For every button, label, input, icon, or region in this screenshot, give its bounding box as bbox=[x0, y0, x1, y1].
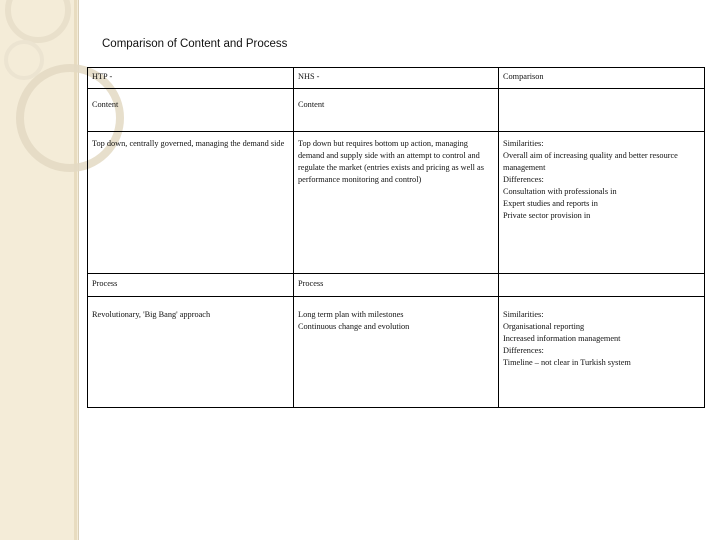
content-comparison-line: Overall aim of increasing quality and better resource management bbox=[503, 151, 678, 172]
process-nhs-line: Long term plan with milestones bbox=[298, 310, 404, 319]
process-comparison-line: Similarities: bbox=[503, 310, 544, 319]
process-comparison-line: Timeline – not clear in Turkish system bbox=[503, 358, 631, 367]
content-label-row bbox=[88, 89, 705, 132]
slide-title: Comparison of Content and Process bbox=[102, 38, 288, 50]
table-header-row bbox=[88, 68, 705, 89]
ring-tiny bbox=[6, 42, 42, 78]
process-row bbox=[88, 297, 705, 408]
header-nhs: NHS - bbox=[294, 68, 499, 89]
process-htp: Revolutionary, 'Big Bang' approach bbox=[88, 297, 294, 408]
content-comparison-line: Similarities: bbox=[503, 139, 544, 148]
process-comparison bbox=[499, 297, 705, 408]
ring-small bbox=[8, 0, 68, 40]
comparison-table bbox=[87, 67, 705, 408]
header-htp: HTP - bbox=[88, 68, 294, 89]
content-label-htp: Content bbox=[88, 89, 294, 132]
content-comparison-line: Expert studies and reports in bbox=[503, 199, 598, 208]
process-label-comparison bbox=[499, 274, 705, 297]
process-comparison-line: Organisational reporting bbox=[503, 322, 585, 331]
process-nhs bbox=[294, 297, 499, 408]
header-comparison: Comparison bbox=[499, 68, 705, 89]
process-label-htp: Process bbox=[88, 274, 294, 297]
content-row bbox=[88, 132, 705, 274]
process-comparison-line: Increased information management bbox=[503, 334, 621, 343]
content-nhs: Top down but requires bottom up action, managing demand and supply side with an attempt to control and regulate the market (entries exists and pricing as well as performance monitoring and control) bbox=[294, 132, 499, 274]
content-comparison bbox=[499, 132, 705, 274]
content-label-comparison bbox=[499, 89, 705, 132]
process-label-nhs: Process bbox=[294, 274, 499, 297]
process-comparison-line: Differences: bbox=[503, 346, 544, 355]
content-comparison-line: Differences: bbox=[503, 175, 544, 184]
content-htp: Top down, centrally governed, managing the demand side bbox=[88, 132, 294, 274]
process-nhs-line: Continuous change and evolution bbox=[298, 322, 410, 331]
content-comparison-line: Consultation with professionals in bbox=[503, 187, 617, 196]
process-label-row bbox=[88, 274, 705, 297]
content-label-nhs: Content bbox=[294, 89, 499, 132]
content-comparison-line: Private sector provision in bbox=[503, 211, 591, 220]
